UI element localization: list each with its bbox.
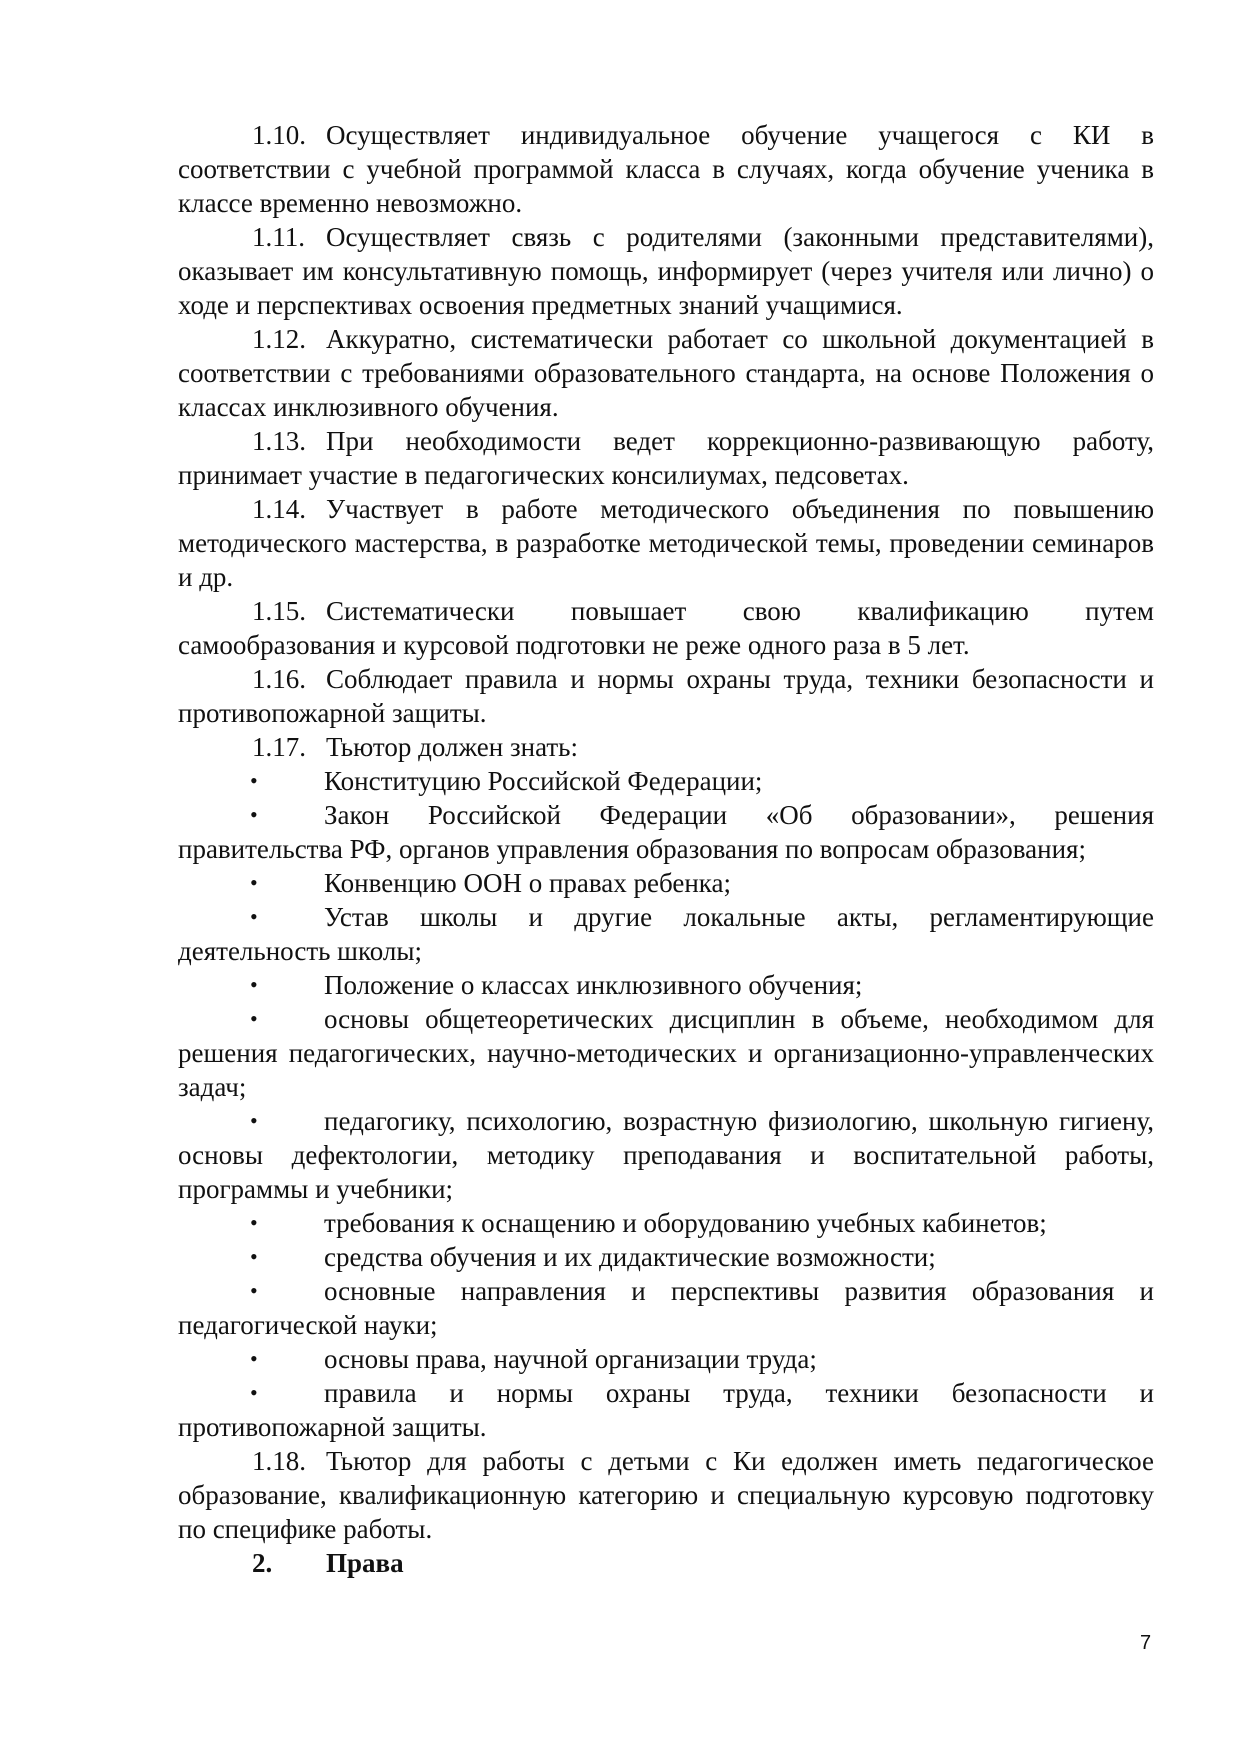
bullet-item [178, 1002, 1154, 1104]
bullet-item [178, 1376, 1154, 1444]
bullet-item [178, 798, 1154, 866]
bullet-item [178, 866, 1154, 900]
bullet-icon: • [250, 1278, 258, 1303]
item-number: 1.17. [252, 732, 306, 762]
bullet-text: Закон Российской Федерации «Об образовании», решения правительства РФ, органов управления образования по вопросам образования; [178, 800, 1154, 864]
item-text: Тьютор должен знать: [326, 732, 578, 762]
bullet-text: правила и нормы охраны труда, техники безопасности и противопожарной защиты. [178, 1378, 1154, 1442]
bullet-icon: • [250, 870, 258, 895]
section-number: 2. [252, 1548, 273, 1578]
bullet-text: педагогику, психологию, возрастную физиологию, школьную гигиену, основы дефектологии, методику преподавания и воспитательной работы, программы и учебники; [178, 1106, 1154, 1204]
item-number: 1.12. [252, 324, 306, 354]
item-number: 1.14. [252, 494, 306, 524]
list-item [178, 220, 1154, 322]
bullet-item [178, 1342, 1154, 1376]
bullet-item [178, 900, 1154, 968]
bullet-icon: • [250, 1380, 258, 1405]
item-number: 1.13. [252, 426, 306, 456]
bullet-text: Конституцию Российской Федерации; [324, 766, 763, 796]
page-number: 7 [1140, 1632, 1152, 1654]
list-item [178, 492, 1154, 594]
bullet-text: Положение о классах инклюзивного обучения; [324, 970, 863, 1000]
item-number: 1.15. [252, 596, 306, 626]
item-text: Систематически повышает свою квалификацию путем самообразования и курсовой подготовки не реже одного раза в 5 лет. [178, 596, 1154, 660]
bullet-item [178, 1240, 1154, 1274]
bullet-item [178, 968, 1154, 1002]
list-item [178, 1444, 1154, 1546]
item-number: 1.10. [252, 120, 306, 150]
bullet-text: средства обучения и их дидактические возможности; [324, 1242, 936, 1272]
bullet-icon: • [250, 1006, 258, 1031]
item-text: Тьютор для работы с детьми с Ки едолжен иметь педагогическое образование, квалификационную категорию и специальную курсовую подготовку по специфике работы. [178, 1446, 1154, 1544]
item-text: Участвует в работе методического объединения по повышению методического мастерства, в разработке методической темы, проведении семинаров и др. [178, 494, 1154, 592]
section-title: Права [326, 1548, 404, 1578]
item-text: Осуществляет связь с родителями (законными представителями), оказывает им консультативную помощь, информирует (через учителя или лично) о ходе и перспективах освоения предметных знаний учащимися. [178, 222, 1154, 320]
bullet-icon: • [250, 1244, 258, 1269]
bullet-text: основы общетеоретических дисциплин в объеме, необходимом для решения педагогических, научно-методических и организационно-управленческих задач; [178, 1004, 1154, 1102]
bullet-item [178, 1104, 1154, 1206]
section-heading [178, 1546, 1154, 1580]
bullet-icon: • [250, 1346, 258, 1371]
page-content [178, 118, 1154, 1580]
item-number: 1.16. [252, 664, 306, 694]
bullet-item [178, 764, 1154, 798]
bullet-text: Устав школы и другие локальные акты, регламентирующие деятельность школы; [178, 902, 1154, 966]
bullet-icon: • [250, 972, 258, 997]
item-text: Аккуратно, систематически работает со школьной документацией в соответствии с требованиями образовательного стандарта, на основе Положения о классах инклюзивного обучения. [178, 324, 1154, 422]
item-number: 1.11. [252, 222, 305, 252]
bullet-text: требования к оснащению и оборудованию учебных кабинетов; [324, 1208, 1047, 1238]
item-text: Соблюдает правила и нормы охраны труда, техники безопасности и противопожарной защиты. [178, 664, 1154, 728]
bullet-text: основные направления и перспективы развития образования и педагогической науки; [178, 1276, 1154, 1340]
item-text: Осуществляет индивидуальное обучение учащегося с КИ в соответствии с учебной программой класса в случаях, когда обучение ученика в классе временно невозможно. [178, 120, 1154, 218]
bullet-item [178, 1274, 1154, 1342]
list-item [178, 118, 1154, 220]
bullet-item [178, 1206, 1154, 1240]
list-item [178, 662, 1154, 730]
bullet-icon: • [250, 1210, 258, 1235]
item-text: При необходимости ведет коррекционно-развивающую работу, принимает участие в педагогических консилиумах, педсоветах. [178, 426, 1154, 490]
list-item [178, 322, 1154, 424]
bullet-icon: • [250, 802, 258, 827]
bullet-icon: • [250, 768, 258, 793]
list-item [178, 730, 1154, 764]
list-item [178, 594, 1154, 662]
bullet-text: Конвенцию ООН о правах ребенка; [324, 868, 732, 898]
bullet-icon: • [250, 904, 258, 929]
bullet-text: основы права, научной организации труда; [324, 1344, 817, 1374]
item-number: 1.18. [252, 1446, 306, 1476]
list-item [178, 424, 1154, 492]
bullet-icon: • [250, 1108, 258, 1133]
